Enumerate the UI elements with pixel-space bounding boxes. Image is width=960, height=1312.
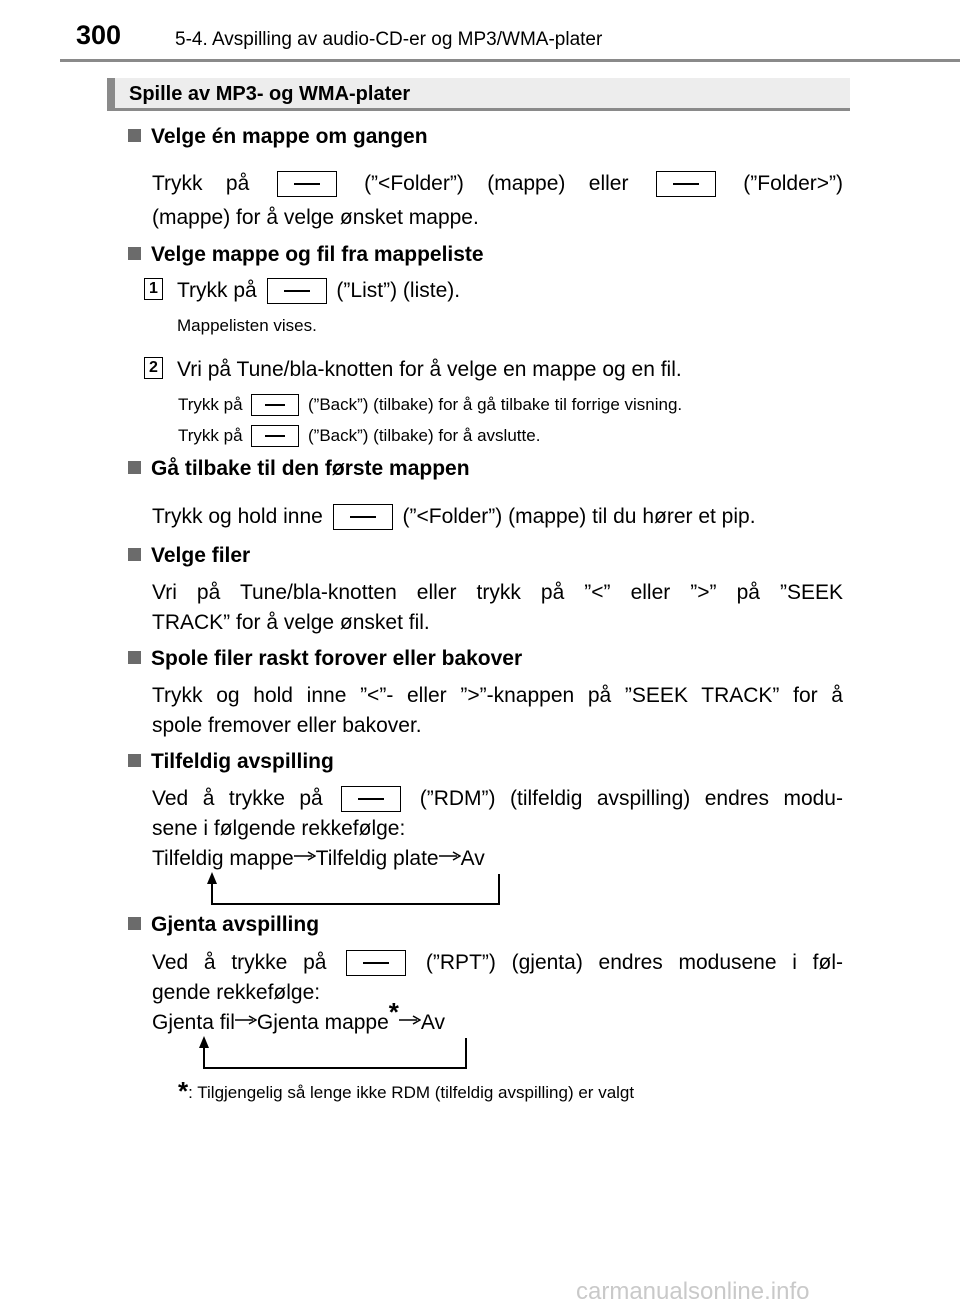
section-title-text: Spille av MP3- og WMA-plater xyxy=(129,83,411,105)
step-2-badge: 2 xyxy=(144,357,163,379)
folder-next-button-icon xyxy=(656,171,716,197)
page-header xyxy=(0,0,960,64)
select-files-line-1: Vri på Tune/bla-knotten eller trykk på ”<” eller ”>” på ”SEEK xyxy=(152,581,843,604)
heading-folder-select: Velge én mappe om gangen xyxy=(128,124,428,150)
arrow-right-icon xyxy=(294,851,316,861)
rpt-button-icon xyxy=(346,950,406,976)
chapter-title: 5-4. Avspilling av audio-CD-er og MP3/WMA-plater xyxy=(175,29,603,50)
footnote: *: Tilgjengelig så lenge ikke RDM (tilfeldig avspilling) er valgt xyxy=(178,1076,635,1106)
random-line-1: Ved å trykke på (”RDM”) (tilfeldig avspilling) endres modu- xyxy=(152,787,843,810)
back-button-icon xyxy=(251,394,299,416)
step-1-note: Mappelisten vises. xyxy=(177,316,317,335)
folder-select-line-1: Trykk på (”<Folder”) (mappe) eller (”Folder>”) xyxy=(152,172,844,195)
back-button-icon xyxy=(251,425,299,447)
list-button-icon xyxy=(267,278,327,304)
fast-forward-line-1: Trykk og hold inne ”<”- eller ”>”-knappen på ”SEEK TRACK” for å xyxy=(152,684,843,707)
folder-prev-button-icon xyxy=(277,171,337,197)
heading-random: Tilfeldig avspilling xyxy=(128,749,334,775)
repeat-line-1: Ved å trykke på (”RPT”) (gjenta) endres modusene i føl- xyxy=(152,951,843,974)
heading-first-folder: Gå tilbake til den første mappen xyxy=(128,456,470,482)
heading-select-files: Velge filer xyxy=(128,543,250,569)
bullet-square-icon xyxy=(128,754,141,767)
arrow-right-icon xyxy=(439,851,461,861)
page-number: 300 xyxy=(76,20,122,50)
step-1-text: Trykk på (”List”) (liste). xyxy=(177,279,461,302)
folder-prev-button-icon xyxy=(333,504,393,530)
watermark: carmanualsonline.info xyxy=(576,1278,810,1305)
loop-back-arrow-icon xyxy=(192,1034,472,1072)
repeat-line-2: gende rekkefølge: xyxy=(152,981,321,1004)
step-2-text: Vri på Tune/bla-knotten for å velge en mappe og en fil. xyxy=(177,358,682,381)
footnote-marker: * xyxy=(178,1076,189,1106)
bullet-square-icon xyxy=(128,651,141,664)
bullet-square-icon xyxy=(128,247,141,260)
footnote-marker: * xyxy=(388,997,399,1027)
random-line-2: sene i følgende rekkefølge: xyxy=(152,817,406,840)
header-rule xyxy=(60,59,960,62)
fast-forward-line-2: spole fremover eller bakover. xyxy=(152,714,422,737)
loop-back-arrow-icon xyxy=(200,870,505,908)
bullet-square-icon xyxy=(128,129,141,142)
back-note-1: Trykk på (”Back”) (tilbake) for å gå tilbake til forrige visning. xyxy=(178,395,683,414)
random-sequence: Tilfeldig mappe Tilfeldig plate Av xyxy=(152,847,485,870)
step-1-badge: 1 xyxy=(144,278,163,300)
bullet-square-icon xyxy=(128,917,141,930)
section-title xyxy=(107,78,850,111)
back-note-2: Trykk på (”Back”) (tilbake) for å avslutte. xyxy=(178,426,541,445)
heading-list-select: Velge mappe og fil fra mappeliste xyxy=(128,242,484,268)
bullet-square-icon xyxy=(128,461,141,474)
heading-fast-forward: Spole filer raskt forover eller bakover xyxy=(128,646,522,672)
select-files-line-2: TRACK” for å velge ønsket fil. xyxy=(152,611,430,634)
first-folder-line: Trykk og hold inne (”<Folder”) (mappe) til du hører et pip. xyxy=(152,505,756,528)
repeat-sequence: Gjenta fil Gjenta mappe* Av xyxy=(152,997,446,1034)
arrow-right-icon xyxy=(399,1015,421,1025)
folder-select-line-2: (mappe) for å velge ønsket mappe. xyxy=(152,206,479,229)
rdm-button-icon xyxy=(341,786,401,812)
bullet-square-icon xyxy=(128,548,141,561)
arrow-right-icon xyxy=(235,1015,257,1025)
heading-repeat: Gjenta avspilling xyxy=(128,912,319,938)
